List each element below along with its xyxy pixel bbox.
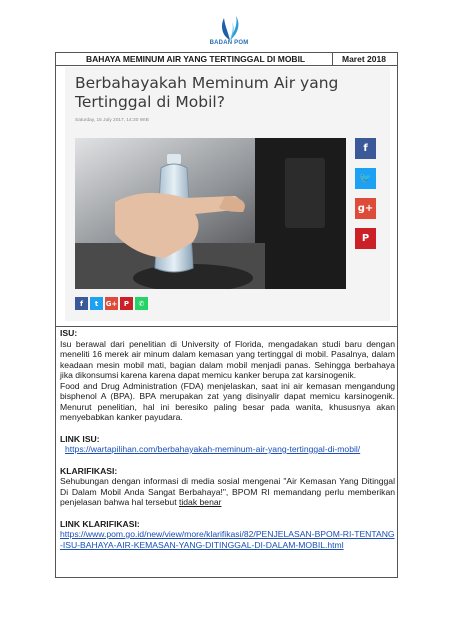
facebook-share-button[interactable] — [355, 138, 376, 159]
twitter-share-button-small[interactable] — [90, 297, 103, 310]
klarifikasi-heading: KLARIFIKASI: — [60, 465, 118, 476]
article-photo — [75, 138, 346, 289]
facebook-share-button-small[interactable] — [75, 297, 88, 310]
twitter-icon: 🐦 — [359, 173, 372, 184]
klarifikasi-text: Sehubungan dengan informasi di media sosial mengenai "Air Kemasan Yang Ditinggal Di Dalam Mobil Anda Sangat Berbahaya!", BPOM RI memandang perlu memberikan penjelasan bahwa hal tersebut — [60, 476, 395, 507]
link-isu-url[interactable]: https://wartapilihan.com/berbahayakah-meminum-air-yang-tertinggal-di-mobil/ — [65, 444, 361, 454]
link-klarifikasi-heading: LINK KLARIFIKASI: — [60, 518, 140, 529]
logo-text: BADAN POM — [209, 40, 249, 46]
google-plus-icon: g+ — [357, 203, 374, 214]
pinterest-icon: P — [361, 233, 370, 244]
pinterest-share-button-small[interactable] — [120, 297, 133, 310]
share-bar-bottom — [75, 297, 148, 310]
document-date: Maret 2018 — [342, 54, 386, 64]
facebook-icon: f — [79, 299, 84, 308]
facebook-icon: f — [363, 143, 368, 154]
link-klarifikasi-url[interactable]: https://www.pom.go.id/new/view/more/klarifikasi/82/PENJELASAN-BPOM-RI-TENTANG-ISU-BAHAYA-AIR-KEMASAN-YANG-DITINGGAL-DI-DALAM-MOBIL.html — [60, 529, 395, 550]
article-date: Saturday, 15 July 2017, 14:30 WIB — [75, 118, 149, 123]
google-plus-share-button-small[interactable] — [105, 297, 118, 310]
header-divider — [332, 53, 333, 65]
google-plus-share-button[interactable] — [355, 198, 376, 219]
water-bottle-in-car-photo — [75, 138, 346, 289]
klarifikasi-underlined: tidak benar — [178, 497, 222, 507]
whatsapp-icon: ✆ — [138, 299, 145, 308]
pinterest-icon: P — [123, 299, 130, 308]
header-row — [56, 53, 397, 66]
whatsapp-share-button-small[interactable] — [135, 297, 148, 310]
badan-pom-logo — [208, 10, 252, 54]
document-title: BAHAYA MEMINUM AIR YANG TERTINGGAL DI MOBIL — [86, 54, 306, 64]
twitter-icon: t — [94, 299, 99, 308]
article-screenshot — [65, 67, 390, 321]
isu-paragraph-2: Food and Drug Administration (FDA) menjelaskan, saat ini air kemasan mengandung bisphenol A (BPA). BPA merupakan zat yang disinyalir dapat memicu karsinogenik. Menurut penelitian, hal ini beresiko paling besar pada wanita, khususnya akan menyebabkan kanker payudara. — [60, 380, 395, 422]
pinterest-share-button[interactable] — [355, 228, 376, 249]
content-cell — [56, 328, 397, 550]
article-screenshot-cell — [56, 66, 397, 327]
isu-heading: ISU: — [60, 328, 78, 338]
klarifikasi-paragraph — [60, 476, 395, 508]
share-sidebar — [355, 138, 377, 258]
link-isu-heading: LINK ISU: — [60, 433, 100, 444]
document-table — [55, 52, 398, 578]
isu-paragraph-1: Isu berawal dari penelitian di University of Florida, mengadakan studi baru dengan meneliti 16 merek air minum dalam kemasan yang tertinggal di mobil. Pasalnya, dalam keadaan mesin mobil mati, bagian dalam mobil menjadi panas. Sehingga berbahaya jika dikonsumsi karena karena dapat memicu kanker berupa zat karsinogenik. — [60, 338, 395, 380]
article-title: Berbahayakah Meminum Air yang Tertinggal di Mobil? — [75, 74, 339, 111]
twitter-share-button[interactable] — [355, 168, 376, 189]
google-plus-icon: G+ — [105, 299, 118, 308]
